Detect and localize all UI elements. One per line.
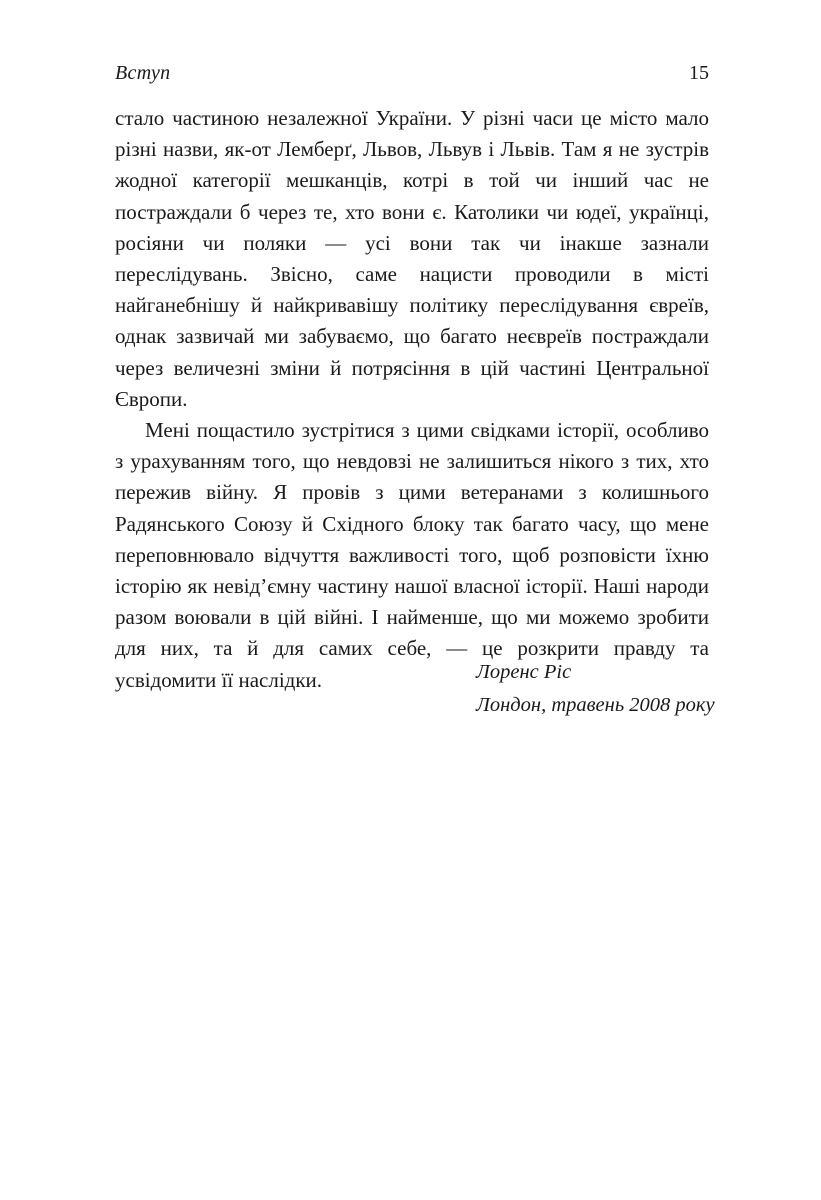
signature-author: Лоренс Ріс	[476, 661, 572, 683]
body-text	[115, 103, 709, 696]
page-number: 15	[689, 62, 709, 84]
signature-place-date: Лондон, травень 2008 року	[476, 694, 715, 716]
signature-block	[476, 656, 715, 722]
running-head-section-title: Вступ	[115, 62, 171, 84]
paragraph-2: Мені пощастило зустрітися з цими свідками історії, особливо з урахуванням того, що невдовзі не залишиться нікого з тих, хто пережив війну. Я провів з цими ветеранами з колишнього Радянського Союзу й Східного блоку так багато часу, що мене переповнювало відчуття важливості того, щоб розповісти їхню історію як невід’ємну частину нашої власної історії. Наші народи разом воювали в цій війні. І найменше, що ми можемо зробити для них, та й для самих себе, — це розкрити правду та усвідомити її наслідки.	[115, 418, 709, 692]
paragraph-1: стало частиною незалежної України. У різні часи це місто мало різні назви, як-от Лемберґ, Львов, Львув і Львів. Там я не зустрів жодної категорії мешканців, котрі в той чи інший час не постраждали б через те, хто вони є. Католики чи юдеї, українці, росіяни чи поляки — усі вони так чи інакше зазнали переслідувань. Звісно, саме нацисти проводили в місті найганебнішу й найкривавішу політику переслідування євреїв, однак зазвичай ми забуваємо, що багато неєвреїв постраждали через величезні зміни й потрясіння в цій частині Центральної Європи.	[115, 106, 709, 411]
